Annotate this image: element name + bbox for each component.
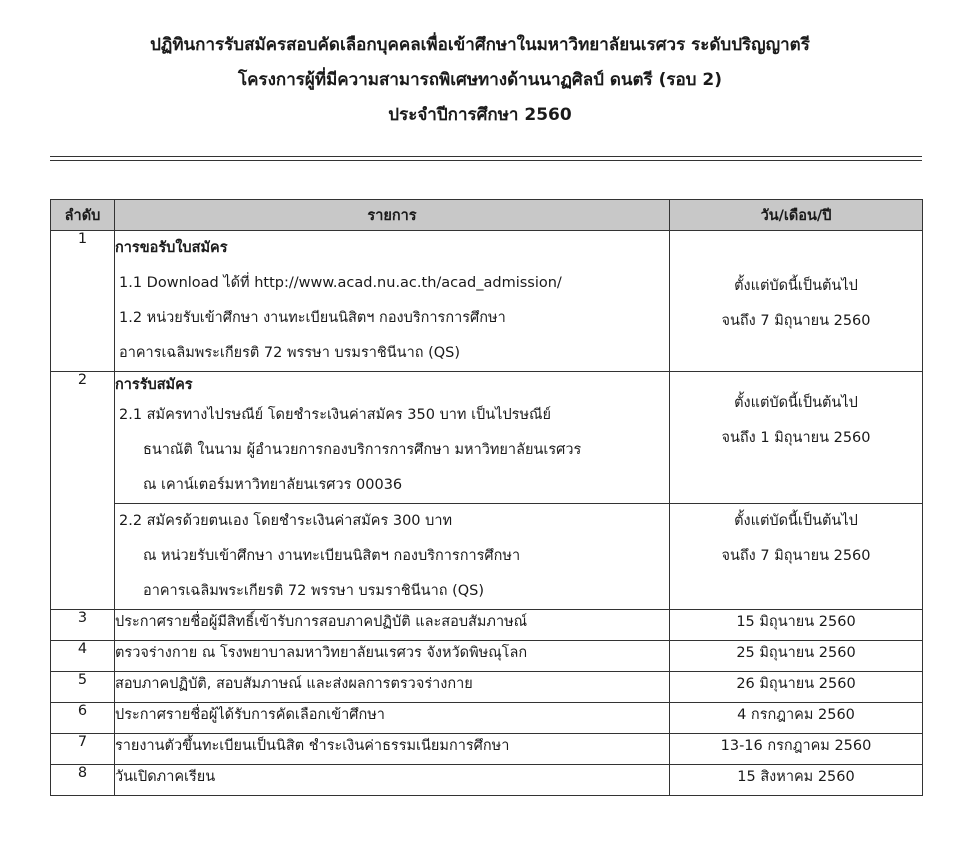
date-line: จนถึง 7 มิถุนายน 2560: [721, 313, 871, 329]
table-row: [51, 765, 923, 796]
date-line: ตั้งแต่บัดนี้เป็นต้นไป: [734, 513, 858, 529]
row-item: ตรวจร่างกาย ณ โรงพยาบาลมหาวิทยาลัยนเรศวร จังหวัดพิษณุโลก: [115, 641, 670, 672]
row-date: [670, 504, 923, 610]
row-item: [115, 372, 670, 504]
row-no: 4: [51, 641, 115, 672]
row-item: วันเปิดภาคเรียน: [115, 765, 670, 796]
row-line: ณ เคาน์เตอร์มหาวิทยาลัยนเรศวร 00036: [143, 477, 403, 493]
row-no: 8: [51, 765, 115, 796]
table-row: [51, 372, 923, 504]
row-line: 1.2 หน่วยรับเข้าศึกษา งานทะเบียนนิสิตฯ กองบริการการศึกษา: [119, 310, 506, 326]
row-heading: การรับสมัคร: [115, 377, 193, 393]
row-line: อาคารเฉลิมพระเกียรติ 72 พรรษา บรมราชินีนาถ (QS): [143, 583, 485, 599]
row-no: 2: [51, 372, 115, 610]
table-row: [51, 672, 923, 703]
table-row: [51, 231, 923, 372]
table-row: [51, 610, 923, 641]
header-date: วัน/เดือน/ปี: [670, 200, 923, 231]
row-line: ณ หน่วยรับเข้าศึกษา งานทะเบียนนิสิตฯ กองบริการการศึกษา: [143, 548, 521, 564]
row-no: 1: [51, 231, 115, 372]
schedule-table: [50, 199, 923, 796]
row-line: อาคารเฉลิมพระเกียรติ 72 พรรษา บรมราชินีนาถ (QS): [119, 345, 461, 361]
date-line: จนถึง 1 มิถุนายน 2560: [721, 430, 871, 446]
title-line-2: โครงการผู้ที่มีความสามารถพิเศษทางด้านนาฏศิลป์ ดนตรี (รอบ 2): [238, 70, 722, 90]
row-date: 13-16 กรกฎาคม 2560: [670, 734, 923, 765]
row-line: 2.1 สมัครทางไปรษณีย์ โดยชำระเงินค่าสมัคร 350 บาท เป็นไปรษณีย์: [119, 407, 551, 423]
row-date: [670, 372, 923, 504]
title-line-3: ประจำปีการศึกษา 2560: [388, 105, 572, 125]
date-line: ตั้งแต่บัดนี้เป็นต้นไป: [734, 395, 858, 411]
document-title: [0, 28, 960, 133]
row-no: 7: [51, 734, 115, 765]
table-row: [51, 641, 923, 672]
row-date: 4 กรกฎาคม 2560: [670, 703, 923, 734]
table-header-row: [51, 200, 923, 231]
date-line: จนถึง 7 มิถุนายน 2560: [721, 548, 871, 564]
row-no: 3: [51, 610, 115, 641]
row-date: 15 มิถุนายน 2560: [670, 610, 923, 641]
row-item: ประกาศรายชื่อผู้ได้รับการคัดเลือกเข้าศึกษา: [115, 703, 670, 734]
row-item: [115, 231, 670, 372]
date-line: ตั้งแต่บัดนี้เป็นต้นไป: [734, 278, 858, 294]
title-divider: [50, 156, 922, 161]
header-no: ลำดับ: [51, 200, 115, 231]
row-item: รายงานตัวขึ้นทะเบียนเป็นนิสิต ชำระเงินค่าธรรมเนียมการศึกษา: [115, 734, 670, 765]
row-item: สอบภาคปฏิบัติ, สอบสัมภาษณ์ และส่งผลการตรวจร่างกาย: [115, 672, 670, 703]
row-line: 2.2 สมัครด้วยตนเอง โดยชำระเงินค่าสมัคร 300 บาท: [119, 513, 453, 529]
row-no: 6: [51, 703, 115, 734]
row-date: [670, 231, 923, 372]
title-line-1: ปฏิทินการรับสมัครสอบคัดเลือกบุคคลเพื่อเข้าศึกษาในมหาวิทยาลัยนเรศวร ระดับปริญญาตรี: [150, 35, 810, 55]
table-row: [51, 703, 923, 734]
row-no: 5: [51, 672, 115, 703]
row-item: ประกาศรายชื่อผู้มีสิทธิ์เข้ารับการสอบภาคปฏิบัติ และสอบสัมภาษณ์: [115, 610, 670, 641]
row-line: 1.1 Download ได้ที่ http://www.acad.nu.ac.th/acad_admission/: [119, 275, 562, 291]
row-line: ธนาณัติ ในนาม ผู้อำนวยการกองบริการการศึกษา มหาวิทยาลัยนเรศวร: [143, 442, 582, 458]
row-heading: การขอรับใบสมัคร: [115, 240, 228, 256]
header-item: รายการ: [115, 200, 670, 231]
table-row: [51, 734, 923, 765]
row-date: 15 สิงหาคม 2560: [670, 765, 923, 796]
row-date: 26 มิถุนายน 2560: [670, 672, 923, 703]
row-item: [115, 504, 670, 610]
row-date: 25 มิถุนายน 2560: [670, 641, 923, 672]
table-row: [51, 504, 923, 610]
